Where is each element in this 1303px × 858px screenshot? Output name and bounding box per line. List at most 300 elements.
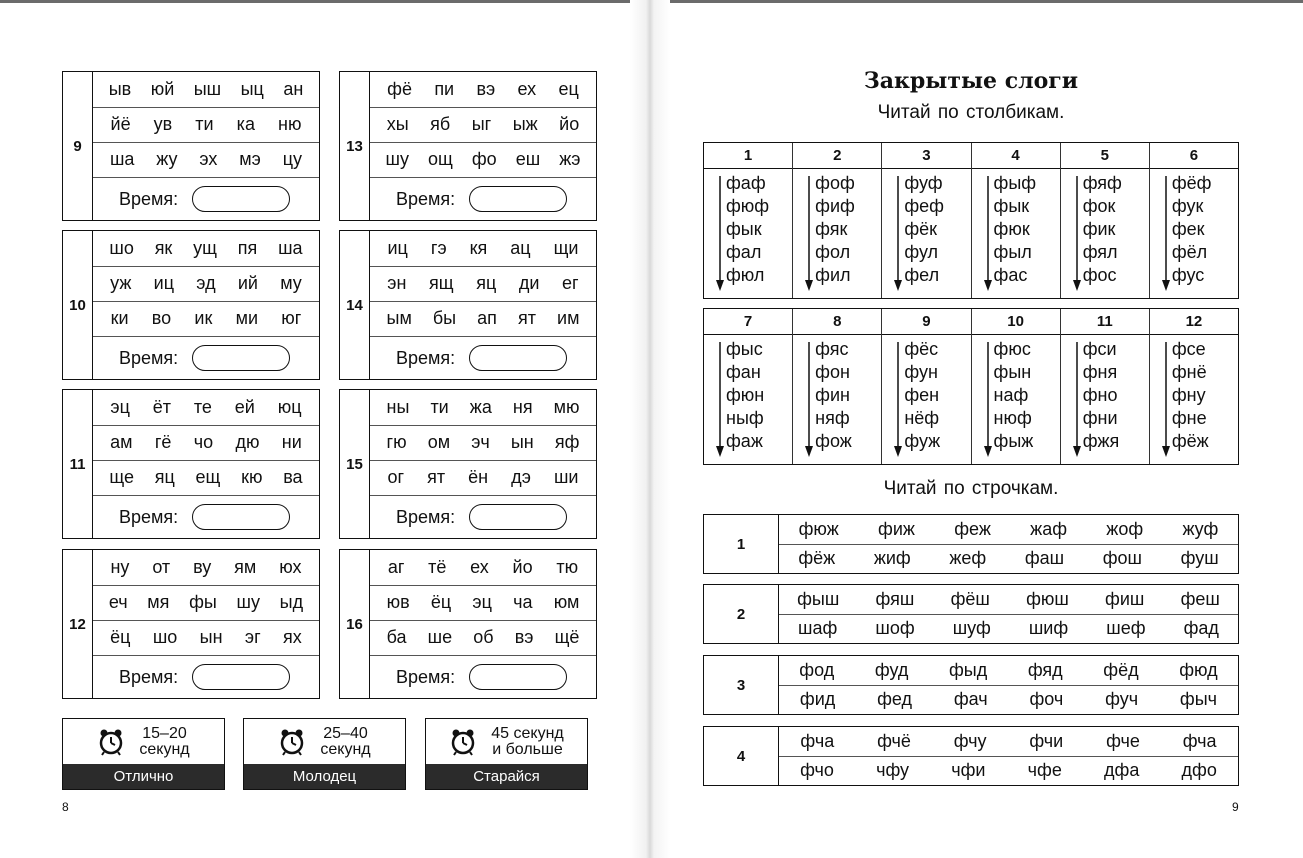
card-row	[370, 550, 596, 586]
down-arrow-icon	[1073, 176, 1081, 291]
down-arrow-icon	[894, 176, 902, 291]
legend-grade: Старайся	[426, 764, 587, 789]
syllable: мю	[553, 397, 580, 417]
legend-line2: секунд	[139, 741, 190, 758]
syllable-column	[704, 309, 793, 464]
syllable: жу	[156, 149, 178, 169]
time-input-box[interactable]	[192, 345, 290, 371]
instruction-columns: Читай по столбикам.	[877, 102, 1065, 123]
syllable: ех	[470, 557, 489, 577]
syllable: фчё	[877, 731, 911, 751]
syllable: фош	[1102, 548, 1142, 568]
syllable: вэ	[514, 627, 534, 647]
column-words	[994, 338, 1034, 453]
syllable: чфу	[876, 760, 910, 780]
alarm-clock-icon	[449, 728, 477, 756]
syllable: фёл	[1171, 242, 1208, 262]
syllable: фюк	[993, 219, 1030, 239]
syllable: эц	[110, 397, 130, 417]
card-row	[93, 301, 319, 337]
syllable: гэ	[430, 238, 447, 258]
syllable: жеф	[949, 548, 987, 568]
down-arrow-icon	[716, 342, 724, 457]
syllable-card	[339, 230, 597, 380]
syllable: фид	[799, 689, 836, 709]
column-number: 6	[1150, 143, 1238, 169]
syllable: иц	[387, 238, 408, 258]
syllable: фжя	[1082, 431, 1120, 451]
syllable-row	[779, 756, 1238, 785]
syllable: юг	[281, 308, 302, 328]
card-row	[370, 425, 596, 461]
card-number: 10	[63, 231, 93, 379]
syllable: фаф	[726, 173, 766, 193]
syllable: эг	[244, 627, 261, 647]
syllable: эн	[387, 273, 407, 293]
syllable: фну	[1171, 385, 1206, 405]
syllable-column	[1061, 309, 1150, 464]
syllable: ба	[386, 627, 407, 647]
syllable: фыш	[797, 589, 840, 609]
syllable: фнё	[1171, 362, 1207, 382]
card-row	[93, 266, 319, 302]
card-row	[93, 620, 319, 656]
page-number-left: 8	[62, 800, 69, 814]
syllable: фыж	[993, 431, 1034, 451]
instruction-rows: Читай по строчкам.	[883, 478, 1059, 499]
legend-line1: 15–20	[142, 725, 187, 742]
card-number: 9	[63, 72, 93, 220]
column-number: 9	[882, 309, 970, 335]
column-number: 2	[793, 143, 881, 169]
syllable: юм	[553, 592, 580, 612]
column-table	[703, 142, 1239, 299]
syllable-card	[62, 71, 320, 221]
syllable: юй	[150, 79, 175, 99]
syllable: фюш	[1026, 589, 1069, 609]
syllable: ег	[562, 273, 579, 293]
syllable: шо	[152, 627, 178, 647]
syllable: ын	[199, 627, 223, 647]
syllable: ят	[517, 308, 536, 328]
syllable: фоч	[1029, 689, 1064, 709]
syllable: фож	[815, 431, 852, 451]
card-row	[93, 72, 319, 108]
syllable-row	[779, 544, 1238, 573]
syllable: ны	[386, 397, 410, 417]
syllable: ий	[237, 273, 258, 293]
syllable-card	[339, 71, 597, 221]
syllable: ыш	[193, 79, 222, 99]
syllable: фык	[726, 219, 762, 239]
time-label: Время:	[396, 347, 456, 368]
syllable: пи	[434, 79, 455, 99]
column-number: 10	[972, 309, 1060, 335]
column-words	[815, 172, 855, 287]
syllable: фыч	[1179, 689, 1218, 709]
time-input-box[interactable]	[469, 186, 567, 212]
column-table	[703, 308, 1239, 465]
syllable: ки	[110, 308, 129, 328]
card-row	[370, 142, 596, 178]
column-words	[994, 172, 1037, 287]
syllable: фёс	[904, 339, 939, 359]
syllable: яф	[554, 432, 580, 452]
time-label: Время:	[119, 666, 179, 687]
row-table	[703, 514, 1239, 574]
syllable: фяс	[815, 339, 849, 359]
time-input-box[interactable]	[192, 504, 290, 530]
syllable: фча	[1182, 731, 1217, 751]
syllable-row	[779, 585, 1238, 615]
legend-duration	[320, 726, 370, 758]
syllable: яц	[154, 467, 175, 487]
syllable: феш	[1180, 589, 1220, 609]
syllable: фюж	[798, 519, 839, 539]
syllable: ва	[283, 467, 303, 487]
syllable: эд	[196, 273, 216, 293]
down-arrow-icon	[984, 342, 992, 457]
syllable: ощ	[428, 149, 453, 169]
syllable: шу	[385, 149, 409, 169]
syllable-column	[793, 143, 882, 298]
card-row	[370, 301, 596, 337]
page-number-right: 9	[1232, 800, 1239, 814]
syllable-row	[779, 614, 1238, 643]
time-input-box[interactable]	[469, 345, 567, 371]
book-spine	[630, 0, 670, 858]
legend-box	[243, 718, 406, 790]
card-row	[93, 425, 319, 461]
page-title: Закрытые слоги	[863, 68, 1079, 94]
column-number: 11	[1061, 309, 1149, 335]
syllable: фча	[800, 731, 835, 751]
legend-line2: секунд	[320, 741, 371, 758]
column-words	[726, 338, 764, 453]
syllable: чо	[193, 432, 214, 452]
syllable: ым	[386, 308, 412, 328]
card-row	[93, 231, 319, 267]
down-arrow-icon	[716, 176, 724, 291]
syllable: ша	[278, 238, 303, 258]
legend-line2: и больше	[492, 741, 563, 758]
time-row	[370, 336, 596, 380]
syllable: фсе	[1171, 339, 1206, 359]
card-number: 16	[340, 550, 370, 698]
syllable: кя	[469, 238, 488, 258]
syllable: фы	[189, 592, 217, 612]
syllable: бы	[432, 308, 457, 328]
syllable: ущ	[193, 238, 217, 258]
syllable-column	[1150, 143, 1238, 298]
card-row	[370, 390, 596, 426]
card-number: 14	[340, 231, 370, 379]
syllable: фач	[953, 689, 988, 709]
syllable: ти	[430, 397, 449, 417]
alarm-clock-icon	[278, 728, 306, 756]
syllable: ещ	[195, 467, 221, 487]
syllable: ан	[283, 79, 304, 99]
syllable: шу	[236, 592, 260, 612]
syllable: ят	[427, 467, 446, 487]
syllable: фуш	[1180, 548, 1219, 568]
syllable: уж	[110, 273, 132, 293]
syllable: хы	[386, 114, 409, 134]
syllable-column	[704, 143, 793, 298]
syllable: шо	[109, 238, 134, 258]
syllable: щи	[553, 238, 579, 258]
syllable: нюф	[993, 408, 1032, 428]
syllable: фул	[904, 242, 939, 262]
syllable: юх	[279, 557, 302, 577]
syllable: фыс	[726, 339, 763, 359]
syllable: йо	[559, 114, 580, 134]
syllable-card	[339, 389, 597, 539]
time-input-box[interactable]	[192, 186, 290, 212]
syllable: фюд	[1179, 660, 1218, 680]
syllable: фыд	[948, 660, 988, 680]
syllable: ам	[110, 432, 133, 452]
syllable: те	[193, 397, 212, 417]
syllable: фно	[1082, 385, 1118, 405]
column-words	[1172, 172, 1212, 287]
syllable-card	[62, 549, 320, 699]
syllable: жаф	[1030, 519, 1068, 539]
card-row	[370, 266, 596, 302]
syllable: шуф	[952, 618, 991, 638]
syllable-column	[793, 309, 882, 464]
syllable-column	[972, 143, 1061, 298]
syllable: жоф	[1106, 519, 1144, 539]
syllable: фуф	[904, 173, 943, 193]
syllable: ми	[235, 308, 258, 328]
syllable: еш	[515, 149, 541, 169]
syllable: ом	[427, 432, 451, 452]
syllable: им	[557, 308, 580, 328]
time-row	[93, 655, 319, 699]
syllable: наф	[993, 385, 1029, 405]
syllable: фюф	[726, 196, 770, 216]
card-row	[93, 142, 319, 178]
syllable: гё	[154, 432, 172, 452]
syllable: ня	[512, 397, 533, 417]
syllable: чфи	[951, 760, 986, 780]
syllable: фек	[1171, 219, 1205, 239]
syllable: фуд	[874, 660, 909, 680]
syllable: фёж	[798, 548, 836, 568]
syllable: фаж	[726, 431, 763, 451]
time-input-box[interactable]	[192, 664, 290, 690]
time-row	[370, 495, 596, 539]
syllable: шеф	[1106, 618, 1146, 638]
syllable: фче	[1106, 731, 1140, 751]
syllable: ча	[513, 592, 533, 612]
legend-duration	[491, 726, 564, 758]
column-words	[1083, 338, 1120, 453]
syllable: фоф	[815, 173, 855, 193]
syllable: ящ	[429, 273, 454, 293]
syllable-row	[779, 685, 1238, 714]
column-number: 5	[1061, 143, 1149, 169]
syllable: ыг	[471, 114, 492, 134]
syllable: ёц	[110, 627, 131, 647]
card-row	[93, 390, 319, 426]
syllable: ву	[193, 557, 212, 577]
syllable: ныф	[726, 408, 764, 428]
syllable: об	[473, 627, 494, 647]
syllable: йо	[512, 557, 533, 577]
row-table	[703, 584, 1239, 644]
syllable: фаш	[1024, 548, 1065, 568]
syllable: эх	[199, 149, 218, 169]
syllable: яб	[430, 114, 451, 134]
syllable: фыф	[993, 173, 1037, 193]
syllable: ыд	[279, 592, 304, 612]
syllable: юц	[277, 397, 302, 417]
syllable: жэ	[559, 149, 581, 169]
syllable: фёк	[904, 219, 938, 239]
syllable: тю	[556, 557, 579, 577]
syllable: фюн	[726, 385, 765, 405]
card-number: 13	[340, 72, 370, 220]
syllable: ям	[234, 557, 257, 577]
column-words	[1083, 172, 1122, 287]
syllable: гю	[386, 432, 407, 452]
card-row	[93, 107, 319, 143]
syllable: ни	[281, 432, 302, 452]
syllable: шиф	[1028, 618, 1069, 638]
syllable: фал	[726, 242, 762, 262]
syllable: дю	[235, 432, 260, 452]
card-row	[93, 585, 319, 621]
syllable: ях	[283, 627, 302, 647]
column-number: 3	[882, 143, 970, 169]
column-words	[726, 172, 769, 287]
syllable: фел	[904, 265, 940, 285]
syllable-row	[779, 656, 1238, 686]
syllable: як	[154, 238, 173, 258]
time-label: Время:	[119, 347, 179, 368]
syllable: чфе	[1027, 760, 1062, 780]
syllable: фед	[877, 689, 913, 709]
card-row	[370, 460, 596, 496]
syllable: дфа	[1104, 760, 1140, 780]
legend-duration	[139, 726, 189, 758]
syllable-column	[882, 309, 971, 464]
syllable: тё	[428, 557, 447, 577]
syllable: фус	[1171, 265, 1205, 285]
down-arrow-icon	[1162, 342, 1170, 457]
down-arrow-icon	[1162, 176, 1170, 291]
card-row	[370, 620, 596, 656]
legend-line1: 45 секунд	[491, 725, 564, 742]
alarm-clock-icon	[97, 728, 125, 756]
column-number: 7	[704, 309, 792, 335]
syllable: эч	[471, 432, 490, 452]
syllable: фен	[904, 385, 940, 405]
legend-box	[62, 718, 225, 790]
syllable: ын	[510, 432, 534, 452]
column-words	[1172, 338, 1209, 453]
syllable: фон	[815, 362, 850, 382]
syllable: дэ	[511, 467, 531, 487]
syllable: фёш	[950, 589, 990, 609]
syllable: щё	[554, 627, 580, 647]
syllable: ну	[110, 557, 130, 577]
syllable: ёц	[430, 592, 452, 612]
row-table	[703, 726, 1239, 786]
syllable: фас	[993, 265, 1028, 285]
syllable: мя	[147, 592, 170, 612]
syllable: ша	[109, 149, 135, 169]
syllable: фол	[815, 242, 851, 262]
time-label: Время:	[119, 506, 179, 527]
syllable: эц	[472, 592, 492, 612]
card-row	[370, 107, 596, 143]
row-group-number: 1	[704, 515, 779, 573]
row-group-number: 4	[704, 727, 779, 785]
syllable: дфо	[1181, 760, 1217, 780]
syllable: яц	[476, 273, 497, 293]
syllable-column	[1150, 309, 1238, 464]
syllable: ка	[236, 114, 255, 134]
column-number: 8	[793, 309, 881, 335]
syllable: фёж	[1171, 431, 1209, 451]
time-row	[93, 177, 319, 221]
syllable-row	[779, 727, 1238, 757]
time-label: Время:	[119, 188, 179, 209]
column-number: 4	[972, 143, 1060, 169]
syllable: фун	[904, 362, 938, 382]
syllable: ше	[427, 627, 453, 647]
row-group-number: 3	[704, 656, 779, 714]
syllable: фад	[1183, 618, 1219, 638]
syllable: фук	[1171, 196, 1204, 216]
syllable: нёф	[904, 408, 940, 428]
syllable: фяш	[875, 589, 915, 609]
syllable: жа	[469, 397, 492, 417]
syllable: няф	[815, 408, 850, 428]
syllable: пя	[237, 238, 258, 258]
row-table	[703, 655, 1239, 715]
syllable: ёт	[152, 397, 172, 417]
syllable: ап	[477, 308, 497, 328]
syllable-card	[62, 389, 320, 539]
syllable: фял	[1082, 242, 1118, 262]
syllable: фуж	[904, 431, 941, 451]
syllable: ех	[517, 79, 537, 99]
column-words	[815, 338, 852, 453]
legend-box	[425, 718, 588, 790]
syllable: ик	[194, 308, 213, 328]
syllable: ди	[518, 273, 540, 293]
syllable: фюл	[726, 265, 765, 285]
legend-grade: Отлично	[63, 764, 224, 789]
syllable: цу	[282, 149, 302, 169]
time-input-box[interactable]	[469, 504, 567, 530]
syllable: ог	[387, 467, 405, 487]
syllable: фчи	[1029, 731, 1064, 751]
syllable: феж	[954, 519, 991, 539]
syllable: фё	[387, 79, 412, 99]
time-input-box[interactable]	[469, 664, 567, 690]
time-row	[93, 336, 319, 380]
syllable: фиж	[878, 519, 915, 539]
down-arrow-icon	[984, 176, 992, 291]
syllable-column	[882, 143, 971, 298]
syllable: феф	[904, 196, 944, 216]
syllable: фиш	[1105, 589, 1145, 609]
